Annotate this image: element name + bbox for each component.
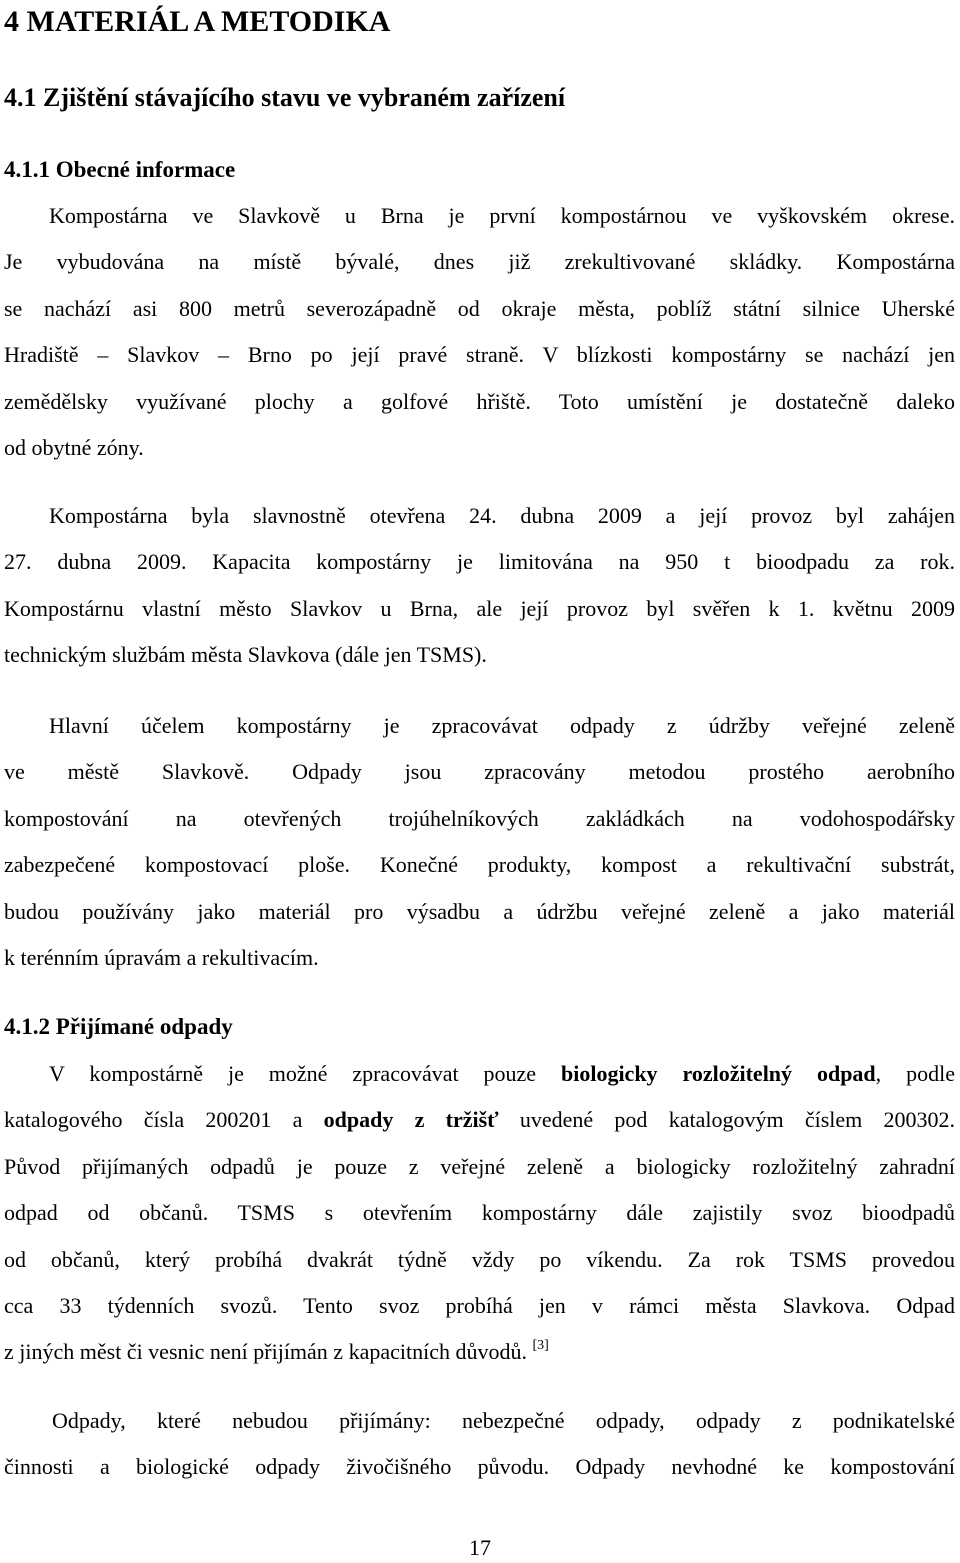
text-line: cca 33 týdenních svozů. Tento svoz probíhá jen v rámci města Slavkova. Odpad	[4, 1293, 955, 1319]
subsection-heading-general-info: 4.1.1 Obecné informace	[4, 157, 236, 182]
text-line: od občanů, který probíhá dvakrát týdně vždy po víkendu. Za rok TSMS provedou	[4, 1246, 955, 1272]
bold-term: odpady z tržišť	[323, 1107, 499, 1133]
text-line: ve městě Slavkově. Odpady jsou zpracovány metodou prostého aerobního	[4, 759, 955, 785]
paragraph-purpose	[4, 703, 955, 981]
text-line	[4, 1097, 955, 1143]
paragraph-rejected-waste	[4, 1398, 955, 1491]
text-fragment: z jiných měst či vesnic není přijímán z kapacitních důvodů.	[4, 1339, 533, 1365]
text-line: odpad od občanů. TSMS s otevřením kompostárny dále zajistily svoz bioodpadů	[4, 1200, 955, 1226]
text-line: 27. dubna 2009. Kapacita kompostárny je limitována na 950 t bioodpadu za rok.	[4, 549, 955, 575]
text-fragment: uvedené pod katalogovým číslem 200302.	[498, 1107, 955, 1133]
text-line: kompostování na otevřených trojúhelníkových zakládkách na vodohospodářsky	[4, 805, 955, 831]
citation-reference: [3]	[532, 1338, 549, 1354]
text-line: od obytné zóny.	[4, 435, 144, 461]
text-fragment: V kompostárně je možné zpracovávat pouze	[49, 1061, 561, 1086]
text-line: Kompostárna byla slavnostně otevřena 24. dubna 2009 a její provoz byl zahájen	[49, 503, 955, 528]
text-fragment: katalogového čísla 200201 a	[4, 1107, 324, 1133]
text-line: činnosti a biologické odpady živočišného původu. Odpady nevhodné ke kompostování	[4, 1454, 955, 1480]
text-line: zabezpečené kompostovací ploše. Konečné produkty, kompost a rekultivační substrát,	[4, 852, 955, 878]
chapter-heading: 4 MATERIÁL A METODIKA	[4, 5, 391, 38]
text-line: budou používány jako materiál pro výsadbu a údržbu veřejné zeleně a jako materiál	[4, 898, 955, 924]
text-line: Původ přijímaných odpadů je pouze z veřejné zeleně a biologicky rozložitelný zahradní	[4, 1153, 955, 1179]
section-heading: 4.1 Zjištění stávajícího stavu ve vybraném zařízení	[4, 83, 566, 112]
text-line: Kompostárna ve Slavkově u Brna je první kompostárnou ve vyškovském okrese.	[49, 203, 955, 228]
text-fragment: , podle	[875, 1061, 955, 1086]
text-line: k terénním úpravám a rekultivacím.	[4, 945, 319, 971]
text-line: Je vybudována na místě bývalé, dnes již zrekultivované skládky. Kompostárna	[4, 249, 955, 275]
text-line: Hradiště – Slavkov – Brno po její pravé straně. V blízkosti kompostárny se nachází jen	[4, 342, 955, 368]
text-line: Hlavní účelem kompostárny je zpracovávat odpady z údržby veřejné zeleně	[49, 713, 955, 738]
page-number: 17	[469, 1535, 491, 1560]
text-line	[4, 1051, 955, 1097]
subsection-heading-accepted-waste: 4.1.2 Přijímané odpady	[4, 1014, 233, 1039]
paragraph-opening	[4, 493, 955, 679]
paragraph-accepted-waste	[4, 1051, 955, 1376]
text-line: zemědělsky využívané plochy a golfové hřiště. Toto umístění je dostatečně daleko	[4, 388, 955, 414]
text-line: Kompostárnu vlastní město Slavkov u Brna, ale její provoz byl svěřen k 1. květnu 2009	[4, 595, 955, 621]
text-line: technickým službám města Slavkova (dále jen TSMS).	[4, 642, 487, 668]
text-line: Odpady, které nebudou přijímány: nebezpečné odpady, odpady z podnikatelské	[52, 1408, 955, 1433]
text-line	[4, 1329, 955, 1375]
bold-term: biologicky rozložitelný odpad	[560, 1061, 876, 1086]
text-line: se nachází asi 800 metrů severozápadně od okraje města, poblíž státní silnice Uherské	[4, 295, 955, 321]
paragraph-general-info	[4, 193, 955, 471]
